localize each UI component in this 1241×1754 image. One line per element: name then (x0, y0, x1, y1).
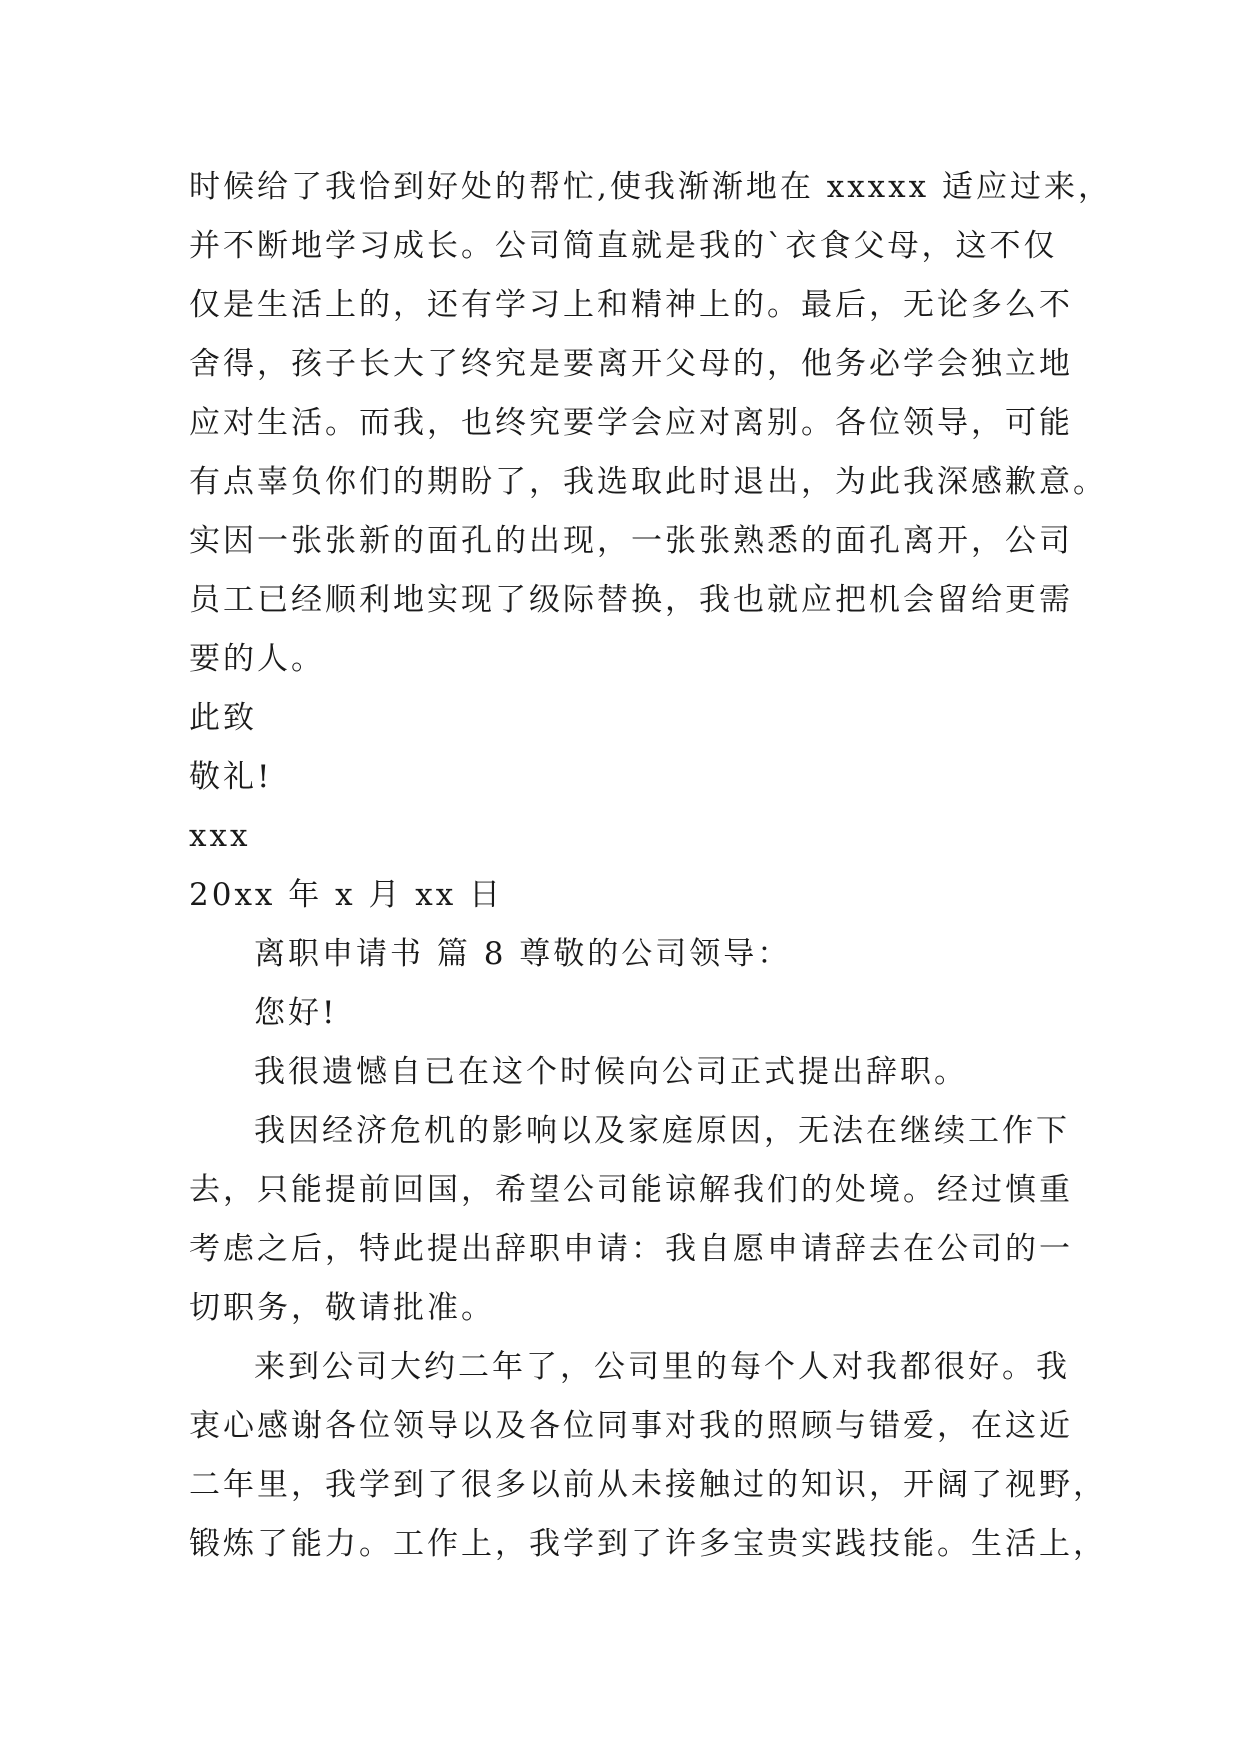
signature-date: 20xx 年 x 月 xx 日 (189, 877, 504, 913)
section-heading: 离职申请书 篇 8 尊敬的公司领导： (254, 936, 792, 972)
text-line: 时候给了我恰到好处的帮忙,使我渐渐地在 xxxxx 适应过来， (189, 169, 1112, 205)
text-line: 考虑之后，特此提出辞职申请：我自愿申请辞去在公司的一 (189, 1231, 1073, 1267)
text-line: 来到公司大约二年了，公司里的每个人对我都很好。我 (254, 1349, 1070, 1385)
text-line: 员工已经顺利地实现了级际替换，我也就应把机会留给更需 (189, 582, 1073, 618)
greeting: 您好! (254, 995, 338, 1031)
closing-respect: 敬礼! (189, 759, 273, 795)
text-line: 应对生活。而我，也终究要学会应对离别。各位领导，可能 (189, 405, 1073, 441)
signature-name: xxx (189, 818, 251, 854)
text-line: 实因一张张新的面孔的出现，一张张熟悉的面孔离开，公司 (189, 523, 1073, 559)
text-line: 衷心感谢各位领导以及各位同事对我的照顾与错爱，在这近 (189, 1408, 1073, 1444)
text-line: 仅是生活上的，还有学习上和精神上的。最后，无论多么不 (189, 287, 1073, 323)
text-line: 有点辜负你们的期盼了，我选取此时退出，为此我深感歉意。 (189, 464, 1107, 500)
text-line: 并不断地学习成长。公司简直就是我的`衣食父母，这不仅 (189, 228, 1058, 264)
text-line: 要的人。 (189, 641, 325, 677)
text-line: 我因经济危机的影响以及家庭原因，无法在继续工作下 (254, 1113, 1070, 1149)
text-line: 去，只能提前回国，希望公司能谅解我们的处境。经过慎重 (189, 1172, 1073, 1208)
text-line: 锻炼了能力。工作上，我学到了许多宝贵实践技能。生活上， (189, 1526, 1107, 1562)
closing-salutation: 此致 (189, 700, 257, 736)
text-line: 我很遗憾自已在这个时候向公司正式提出辞职。 (254, 1054, 968, 1090)
document-body (189, 158, 1112, 1574)
text-line: 切职务，敬请批准。 (189, 1290, 495, 1326)
text-line: 二年里，我学到了很多以前从未接触过的知识，开阔了视野， (189, 1467, 1107, 1503)
text-line: 舍得，孩子长大了终究是要离开父母的，他务必学会独立地 (189, 346, 1073, 382)
